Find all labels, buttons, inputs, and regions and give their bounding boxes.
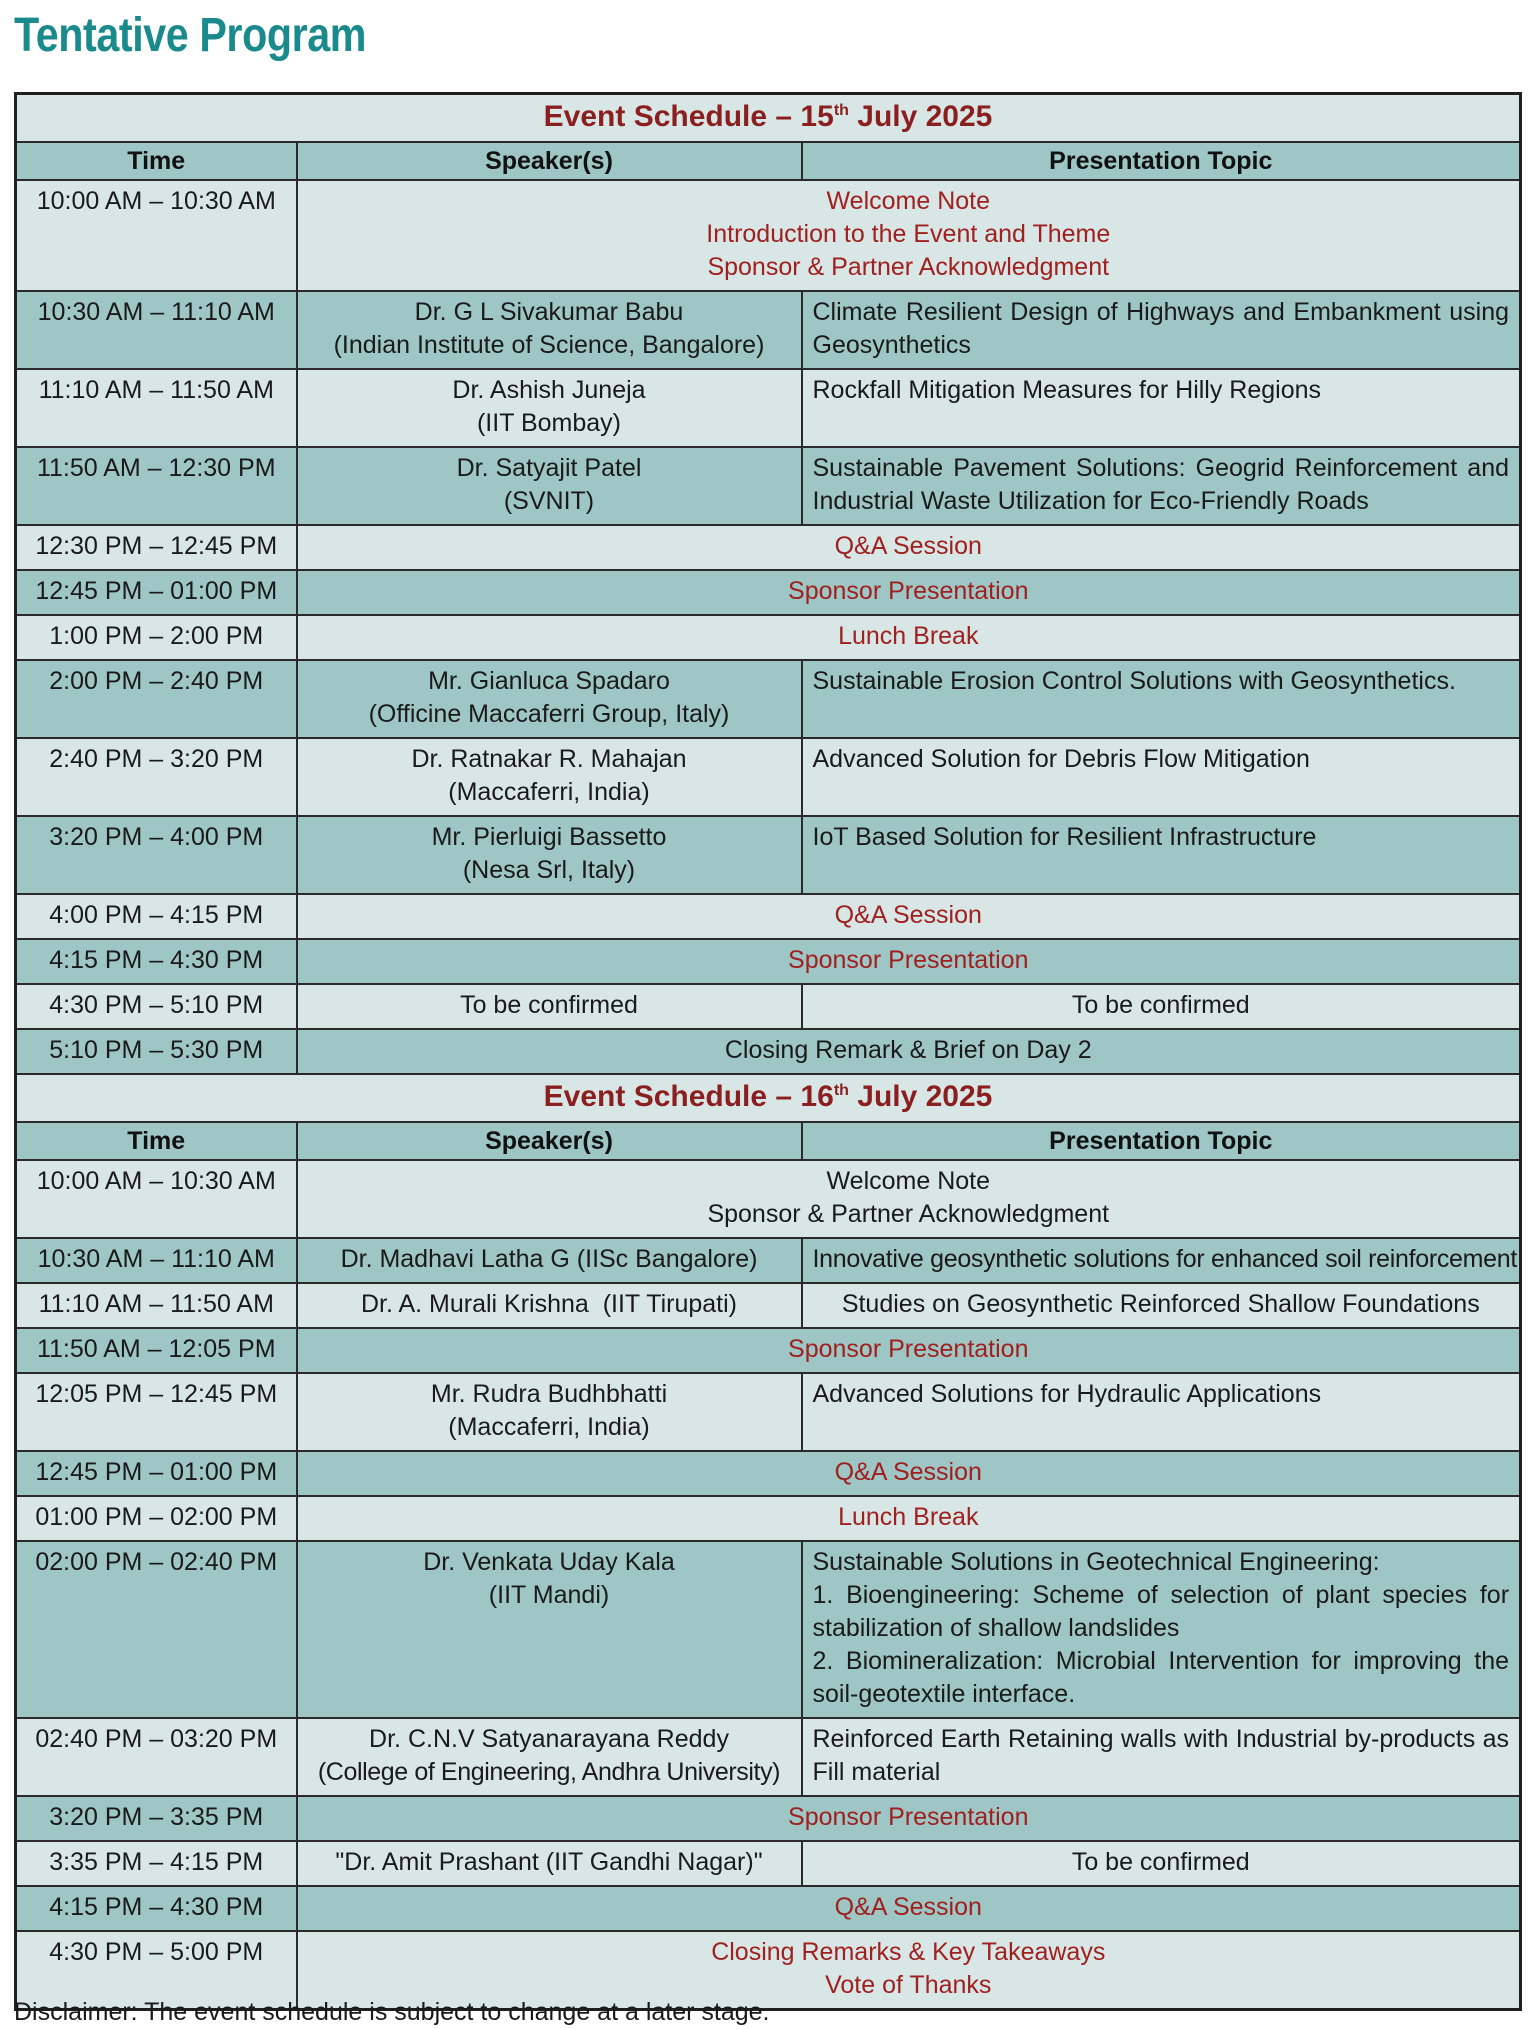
table-row: [16, 447, 1521, 525]
topic-cell: Advanced Solutions for Hydraulic Applications: [802, 1373, 1521, 1451]
disclaimer: Disclaimer: The event schedule is subject to change at a later stage.: [14, 1998, 770, 2026]
event-cell: Lunch Break: [297, 615, 1521, 660]
time-cell: 2:40 PM – 3:20 PM: [16, 738, 297, 816]
speaker-cell: Mr. Rudra Budhbhatti (Maccaferri, India): [297, 1373, 802, 1451]
time-cell: 10:00 AM – 10:30 AM: [16, 1160, 297, 1238]
time-cell: 4:15 PM – 4:30 PM: [16, 1886, 297, 1931]
speaker-cell: Dr. Venkata Uday Kala (IIT Mandi): [297, 1541, 802, 1718]
table-row: [16, 894, 1521, 939]
table-row: [16, 1541, 1521, 1718]
event-cell: Sponsor Presentation: [297, 570, 1521, 615]
topic-cell: Advanced Solution for Debris Flow Mitigation: [802, 738, 1521, 816]
event-cell: Lunch Break: [297, 1496, 1521, 1541]
page-title: Tentative Program: [14, 9, 367, 62]
event-cell: Closing Remarks & Key Takeaways Vote of Thanks: [297, 1931, 1521, 2010]
table-row: [16, 1796, 1521, 1841]
table-row: [16, 1496, 1521, 1541]
event-cell: Q&A Session: [297, 1451, 1521, 1496]
time-cell: 11:50 AM – 12:30 PM: [16, 447, 297, 525]
day1-heading: Event Schedule – 15th July 2025: [16, 94, 1521, 143]
table-row: [16, 984, 1521, 1029]
time-cell: 4:00 PM – 4:15 PM: [16, 894, 297, 939]
schedule-table: [14, 92, 1522, 2011]
time-cell: 10:00 AM – 10:30 AM: [16, 180, 297, 291]
table-row: [16, 615, 1521, 660]
time-cell: 10:30 AM – 11:10 AM: [16, 291, 297, 369]
day2-heading: Event Schedule – 16th July 2025: [16, 1074, 1521, 1122]
table-row: [16, 180, 1521, 291]
time-cell: 2:00 PM – 2:40 PM: [16, 660, 297, 738]
time-cell: 02:00 PM – 02:40 PM: [16, 1541, 297, 1718]
topic-cell: Sustainable Erosion Control Solutions with Geosynthetics.: [802, 660, 1521, 738]
time-cell: 3:20 PM – 4:00 PM: [16, 816, 297, 894]
time-cell: 02:40 PM – 03:20 PM: [16, 1718, 297, 1796]
speaker-cell: Mr. Gianluca Spadaro (Officine Maccaferri Group, Italy): [297, 660, 802, 738]
table-row: [16, 738, 1521, 816]
topic-cell: Climate Resilient Design of Highways and Embankment using Geosynthetics: [802, 291, 1521, 369]
time-cell: 4:30 PM – 5:00 PM: [16, 1931, 297, 2010]
column-header-speaker: Speaker(s): [297, 142, 802, 180]
table-row: [16, 525, 1521, 570]
speaker-cell: "Dr. Amit Prashant (IIT Gandhi Nagar)": [297, 1841, 802, 1886]
column-header-topic: Presentation Topic: [802, 1122, 1521, 1160]
topic-cell: Sustainable Solutions in Geotechnical Engineering: 1. Bioengineering: Scheme of selection of plant species for stabilization of shallow landslides 2. Biomineralization: Microbial Intervention for improving the soil-geotextile interface.: [802, 1541, 1521, 1718]
event-cell: Sponsor Presentation: [297, 1328, 1521, 1373]
speaker-cell: Dr. Satyajit Patel (SVNIT): [297, 447, 802, 525]
table-row: [16, 1886, 1521, 1931]
time-cell: 11:10 AM – 11:50 AM: [16, 1283, 297, 1328]
time-cell: 5:10 PM – 5:30 PM: [16, 1029, 297, 1074]
speaker-cell: Dr. Madhavi Latha G (IISc Bangalore): [297, 1238, 802, 1283]
event-cell: Q&A Session: [297, 525, 1521, 570]
table-row: [16, 660, 1521, 738]
event-cell: Sponsor Presentation: [297, 939, 1521, 984]
topic-cell: Reinforced Earth Retaining walls with Industrial by-products as Fill material: [802, 1718, 1521, 1796]
day2-column-headers: [16, 1122, 1521, 1160]
table-row: [16, 939, 1521, 984]
speaker-cell: Dr. Ashish Juneja (IIT Bombay): [297, 369, 802, 447]
day2-heading-row: [16, 1074, 1521, 1122]
table-row: [16, 816, 1521, 894]
time-cell: 12:05 PM – 12:45 PM: [16, 1373, 297, 1451]
time-cell: 10:30 AM – 11:10 AM: [16, 1238, 297, 1283]
table-row: [16, 1841, 1521, 1886]
topic-cell: To be confirmed: [802, 984, 1521, 1029]
time-cell: 3:20 PM – 3:35 PM: [16, 1796, 297, 1841]
day1-column-headers: [16, 142, 1521, 180]
table-row: [16, 1718, 1521, 1796]
speaker-cell: Dr. C.N.V Satyanarayana Reddy (College of Engineering, Andhra University): [297, 1718, 802, 1796]
event-cell: Q&A Session: [297, 1886, 1521, 1931]
time-cell: 11:10 AM – 11:50 AM: [16, 369, 297, 447]
topic-cell: To be confirmed: [802, 1841, 1521, 1886]
event-cell: Sponsor Presentation: [297, 1796, 1521, 1841]
time-cell: 12:30 PM – 12:45 PM: [16, 525, 297, 570]
speaker-cell: Dr. G L Sivakumar Babu (Indian Institute of Science, Bangalore): [297, 291, 802, 369]
table-row: [16, 369, 1521, 447]
speaker-cell: Dr. Ratnakar R. Mahajan (Maccaferri, India): [297, 738, 802, 816]
time-cell: 01:00 PM – 02:00 PM: [16, 1496, 297, 1541]
time-cell: 1:00 PM – 2:00 PM: [16, 615, 297, 660]
table-row: [16, 1238, 1521, 1283]
column-header-speaker: Speaker(s): [297, 1122, 802, 1160]
time-cell: 4:15 PM – 4:30 PM: [16, 939, 297, 984]
topic-cell: Rockfall Mitigation Measures for Hilly Regions: [802, 369, 1521, 447]
time-cell: 3:35 PM – 4:15 PM: [16, 1841, 297, 1886]
day1-heading-row: [16, 94, 1521, 143]
table-row: [16, 1160, 1521, 1238]
speaker-cell: Mr. Pierluigi Bassetto (Nesa Srl, Italy): [297, 816, 802, 894]
time-cell: 11:50 AM – 12:05 PM: [16, 1328, 297, 1373]
event-cell: Closing Remark & Brief on Day 2: [297, 1029, 1521, 1074]
topic-cell: Studies on Geosynthetic Reinforced Shallow Foundations: [802, 1283, 1521, 1328]
table-row: [16, 1373, 1521, 1451]
time-cell: 4:30 PM – 5:10 PM: [16, 984, 297, 1029]
table-row: [16, 1328, 1521, 1373]
event-cell: Q&A Session: [297, 894, 1521, 939]
topic-cell: Innovative geosynthetic solutions for enhanced soil reinforcement: [802, 1238, 1521, 1283]
table-row: [16, 291, 1521, 369]
column-header-time: Time: [16, 142, 297, 180]
event-cell: Welcome Note Introduction to the Event and Theme Sponsor & Partner Acknowledgment: [297, 180, 1521, 291]
event-cell: Welcome Note Sponsor & Partner Acknowledgment: [297, 1160, 1521, 1238]
topic-cell: IoT Based Solution for Resilient Infrastructure: [802, 816, 1521, 894]
column-header-time: Time: [16, 1122, 297, 1160]
column-header-topic: Presentation Topic: [802, 142, 1521, 180]
time-cell: 12:45 PM – 01:00 PM: [16, 570, 297, 615]
table-row: [16, 1451, 1521, 1496]
table-row: [16, 570, 1521, 615]
time-cell: 12:45 PM – 01:00 PM: [16, 1451, 297, 1496]
table-row: [16, 1283, 1521, 1328]
topic-cell: Sustainable Pavement Solutions: Geogrid Reinforcement and Industrial Waste Utilization for Eco-Friendly Roads: [802, 447, 1521, 525]
speaker-cell: Dr. A. Murali Krishna (IIT Tirupati): [297, 1283, 802, 1328]
speaker-cell: To be confirmed: [297, 984, 802, 1029]
table-row: [16, 1029, 1521, 1074]
